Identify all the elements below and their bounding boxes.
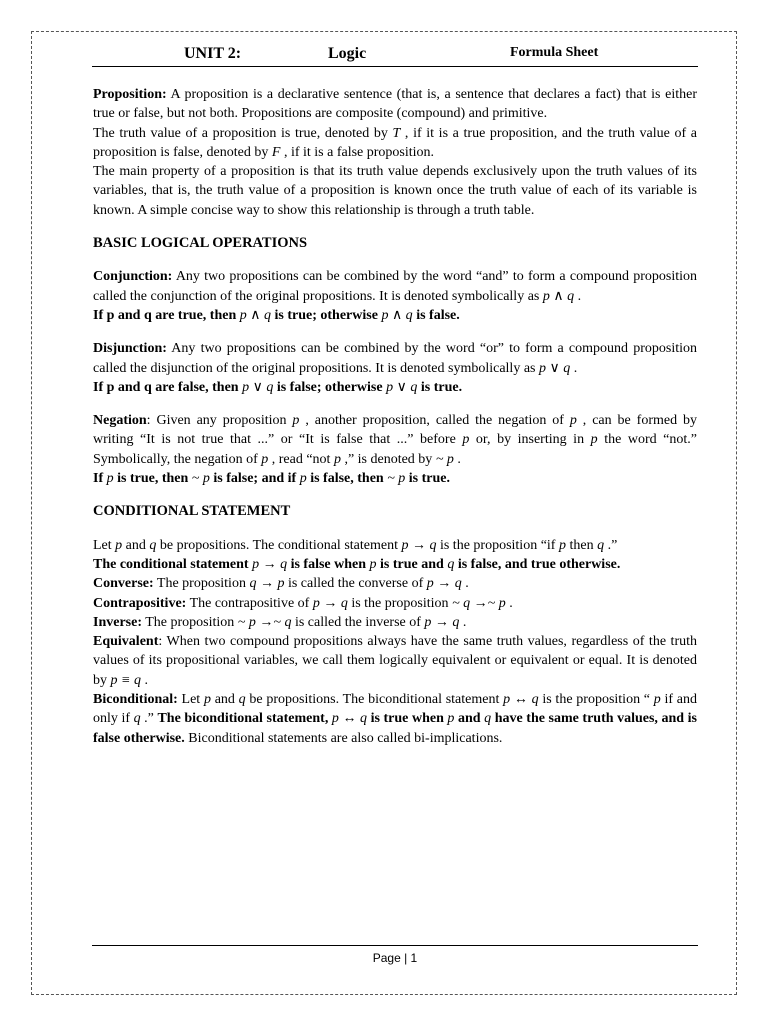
page-number: Page | 1 bbox=[372, 951, 418, 965]
proposition-definition: Proposition: A proposition is a declarative sentence (that is, a sentence that declares a fact) that is either true or false, but not both. Propositions are composite (compound) and primitive. bbox=[93, 87, 697, 122]
page-footer bbox=[92, 945, 698, 965]
contrapositive-definition: Contrapositive: The contrapositive of p → q is the proposition ~ q →~ p . bbox=[93, 595, 513, 611]
section-heading-conditional: CONDITIONAL STATEMENT bbox=[93, 503, 291, 520]
header-unit: UNIT 2: bbox=[184, 45, 242, 62]
conditional-definition: Let p and q be propositions. The conditional statement p → q is the proposition “if p then q .” bbox=[93, 537, 618, 553]
main-property-paragraph: The main property of a proposition is that its truth value depends exclusively upon the truth values of its variables, that is, the truth value of a proposition is known once the truth value of each of its variable is known. A simple concise way to show this relationship is through a truth table. bbox=[93, 164, 697, 218]
converse-definition: Converse: The proposition q → p is called the converse of p → q . bbox=[93, 576, 469, 592]
disjunction-rule: If p and q are false, then p ∨ q is false; otherwise p ∨ q is true. bbox=[93, 379, 463, 395]
header-topic: Logic bbox=[328, 45, 367, 62]
page-header bbox=[92, 42, 698, 67]
conjunction-definition: Conjunction: Any two propositions can be combined by the word “and” to form a compound proposition called the conjunction of the original propositions. It is denoted symbolically as p ∧ q . bbox=[93, 269, 697, 304]
conjunction-rule: If p and q are true, then p ∧ q is true; otherwise p ∧ q is false. bbox=[93, 307, 460, 323]
negation-rule: If p is true, then ~ p is false; and if p is false, then ~ p is true. bbox=[93, 471, 451, 487]
section-heading-basic: BASIC LOGICAL OPERATIONS bbox=[93, 235, 308, 252]
conditional-rule: The conditional statement p → q is false when p is true and q is false, and true otherwise. bbox=[93, 556, 621, 572]
header-sheet-title: Formula Sheet bbox=[510, 45, 599, 60]
biconditional-definition: Biconditional: Let p and q be propositions. The biconditional statement p ↔ q is the proposition “ p if and only if q .” The biconditional statement, p ↔ q is true when p and q have the same truth values, and is false otherwise. Biconditional statements are also called bi-implications. bbox=[93, 692, 698, 746]
negation-definition: Negation: Given any proposition p , another proposition, called the negation of p , can be formed by writing “It is not true that ...” or “It is false that ...” before p or, by inserting in p the word “not.” Symbolically, the negation of p , read “not p ,” is denoted by ~ p . bbox=[93, 413, 698, 467]
equivalent-definition: Equivalent: When two compound propositions always have the same truth values, regardless of the truth values of its propositional variables, we call them logically equivalent or equivalent or equal. It is denoted by p ≡ q . bbox=[93, 634, 697, 688]
page-content bbox=[93, 85, 697, 748]
truth-value-paragraph: The truth value of a proposition is true, denoted by T , if it is a true proposition, and the truth value of a proposition is false, denoted by F , if it is a false proposition. bbox=[93, 125, 697, 160]
inverse-definition: Inverse: The proposition ~ p →~ q is called the inverse of p → q . bbox=[93, 614, 467, 630]
disjunction-definition: Disjunction: Any two propositions can be combined by the word “or” to form a compound proposition called the disjunction of the original propositions. It is denoted symbolically as p ∨ q . bbox=[93, 341, 697, 376]
